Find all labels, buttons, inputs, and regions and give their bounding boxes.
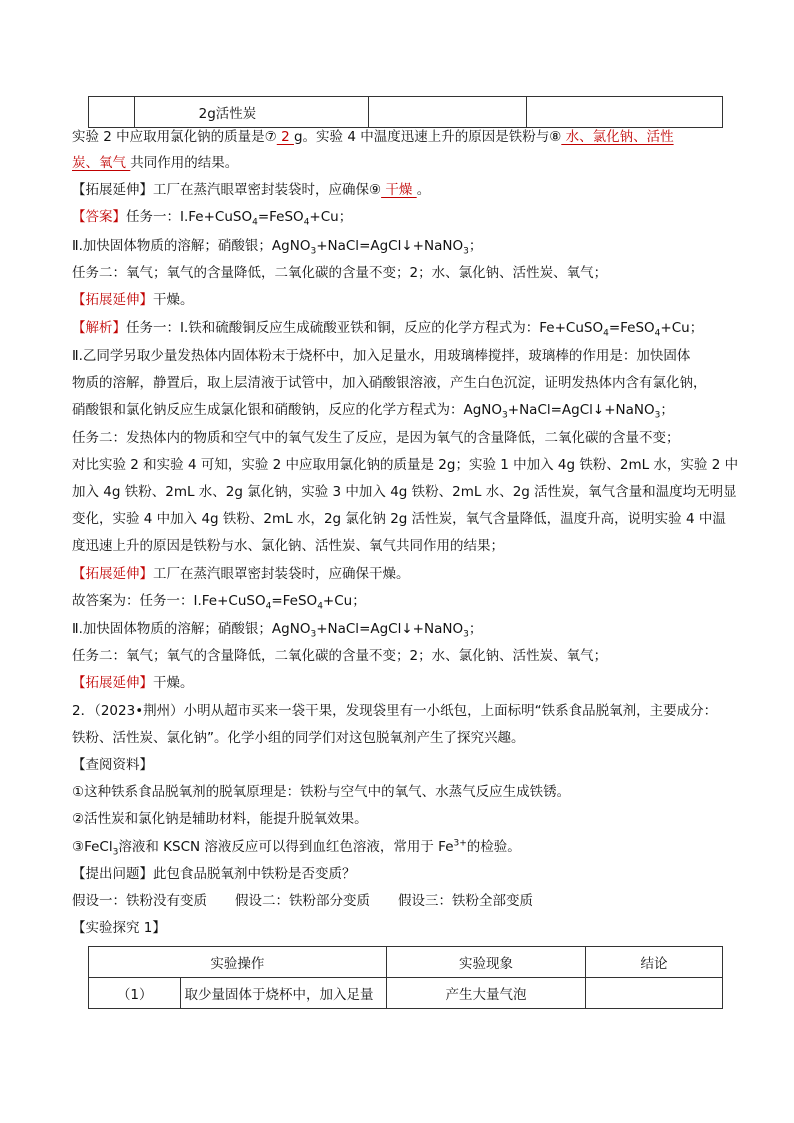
question-line: 【提出问题】此包食品脱氧剂中铁粉是否变质？ [72,866,356,882]
question-line: 假设一：铁粉没有变质 假设二：铁粉部分变质 假设三：铁粉全部变质 [72,893,533,909]
question-line: 铁粉、活性炭、氯化钠”。化学小组的同学们对这包脱氧剂产生了探究兴趣。 [72,730,525,746]
paragraph: 【拓展延伸】工厂在蒸汽眼罩密封装袋时，应确保⑨ 干燥 。 [72,182,431,198]
analysis-line: 【拓展延伸】工厂在蒸汽眼罩密封装袋时，应确保干燥。 [72,566,410,582]
analysis-tag: 【解析】 [72,320,126,336]
analysis-line: 度迅速上升的原因是铁粉与水、氯化钠、活性炭、氧气共同作用的结果； [72,538,504,554]
analysis-line: 加入 4g 铁粉、2mL 水、2g 氯化钠，实验 3 中加入 4g 铁粉、2mL 水、2g 活性炭，氧气含量和温度均无明显 [72,484,737,500]
analysis-line: Ⅱ.乙同学另取少量发热体内固体粉末于烧杯中，加入足量水，用玻璃棒搅拌，玻璃棒的作用是：加快固体 [72,348,691,364]
answer-tag: 【答案】 [72,209,126,225]
answer-line: 【答案】任务一：Ⅰ.Fe+CuSO$_4$=FeSO$_4$+Cu； [72,209,353,228]
table-cell [369,97,527,128]
table-cell [89,97,135,128]
table-cell: 产生大量气泡 [386,978,585,1009]
question-line: 【实验探究 1】 [72,920,166,936]
experiment-table [88,946,723,1009]
analysis-line: 变化，实验 4 中加入 4g 铁粉、2mL 水，2g 氯化钠 2g 活性炭，氧气含量降低，温度升高，说明实验 4 中温 [72,511,726,527]
answer-line: Ⅱ.加快固体物质的溶解；硝酸银；AgNO$_3$+NaCl=AgCl↓+NaNO$_3$； [72,238,483,257]
table-cell [527,97,723,128]
table-cell: （1） [89,978,181,1009]
analysis-line: 任务二：发热体内的物质和空气中的氧气发生了反应，是因为氧气的含量降低，二氧化碳的含量不变； [72,430,680,446]
table-header-row [89,947,723,978]
table-row [89,978,723,1009]
question-line: ③FeCl$_3$溶液和 KSCN 溶液反应可以得到血红色溶液，常用于 $Fe^{3+}$的检验。 [72,838,521,858]
section-tag: 【拓展延伸】 [72,675,153,691]
paragraph: 实验 2 中应取用氯化钠的质量是⑦ 2 g。实验 4 中温度迅速上升的原因是铁粉与⑧ 水、氯化钠、活性 [72,129,674,145]
paragraph: 炭、氧气 共同作用的结果。 [72,155,239,171]
analysis-line: 【解析】任务一：Ⅰ.铁和硫酸铜反应生成硫酸亚铁和铜，反应的化学方程式为：Fe+CuSO$_4$=FeSO$_4$+Cu； [72,320,704,339]
answer-line: 任务二：氧气；氧气的含量降低，二氧化碳的含量不变；2；水、氯化钠、活性炭、氧气； [72,265,608,281]
section-tag: 【拓展延伸】 [72,292,153,308]
table-header: 实验操作 [89,947,387,978]
answer-blank: 2 [276,129,294,145]
answer-blank: 水、氯化钠、活性 [561,129,674,145]
table-header: 结论 [586,947,723,978]
analysis-line: 硝酸银和氯化钠反应生成氯化银和硝酸钠，反应的化学方程式为：AgNO$_3$+NaCl=AgCl↓+NaNO$_3$； [72,402,674,421]
table-header: 实验现象 [386,947,585,978]
section-tag: 【拓展延伸】 [72,566,153,582]
table-top [88,96,723,128]
answer-line: 【拓展延伸】干燥。 [72,292,194,308]
table-cell [586,978,723,1009]
table-cell: 2g活性炭 [134,97,369,128]
question-line: 【查阅资料】 [72,757,153,773]
analysis-line: 对比实验 2 和实验 4 可知，实验 2 中应取用氯化钠的质量是 2g；实验 1 中加入 4g 铁粉、2mL 水，实验 2 中 [72,457,739,473]
analysis-line: 故答案为：任务一：Ⅰ.Fe+CuSO$_4$=FeSO$_4$+Cu； [72,593,366,612]
question-line: ②活性炭和氯化钠是辅助材料，能提升脱氧效果。 [72,811,368,827]
analysis-line: 物质的溶解，静置后，取上层清液于试管中，加入硝酸银溶液，产生白色沉淀，证明发热体内含有氯化钠， [72,375,707,391]
analysis-line: Ⅱ.加快固体物质的溶解；硝酸银；AgNO$_3$+NaCl=AgCl↓+NaNO$_3$； [72,621,483,640]
question-line: ①这种铁系食品脱氧剂的脱氧原理是：铁粉与空气中的氧气、水蒸气反应生成铁锈。 [72,784,571,800]
answer-blank: 炭、氧气 [72,155,131,171]
table-row [89,97,723,128]
analysis-line: 【拓展延伸】干燥。 [72,675,194,691]
analysis-line: 任务二：氧气；氧气的含量降低，二氧化碳的含量不变；2；水、氯化钠、活性炭、氧气； [72,648,608,664]
question-line: 2．（2023•荆州）小明从超市买来一袋干果，发现袋里有一小纸包，上面标明“铁系食品脱氧剂，主要成分： [72,703,718,719]
answer-blank: 干燥 [381,182,417,198]
table-cell: 取少量固体于烧杯中，加入足量 [181,978,386,1009]
